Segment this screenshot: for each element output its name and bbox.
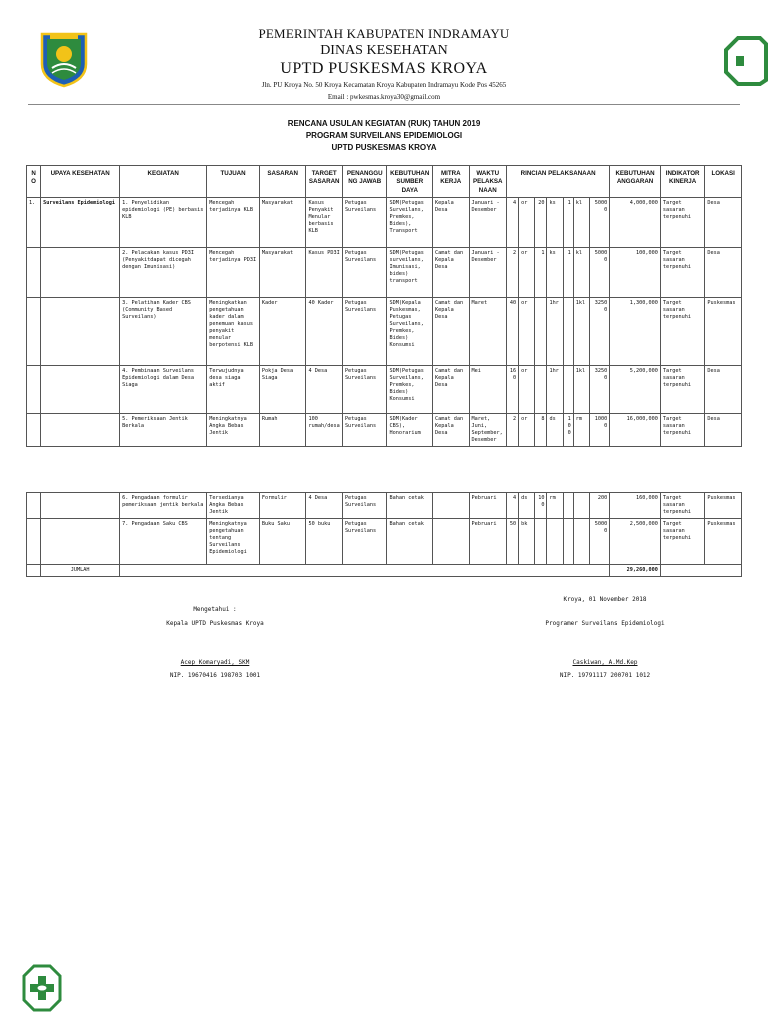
cell-rincian-volume3 bbox=[563, 366, 573, 414]
cell-upaya bbox=[41, 298, 120, 366]
cell-mitra bbox=[433, 493, 469, 519]
cell-total-empty2 bbox=[660, 565, 741, 577]
col-lokasi: LOKASI bbox=[705, 166, 742, 198]
cell-target: 40 Kader bbox=[306, 298, 342, 366]
cell-sumber-daya: SDM(Petugas surveilans, Imunisasi, bides) transport bbox=[387, 248, 433, 298]
cell-waktu: Pebruari bbox=[469, 493, 506, 519]
cell-rincian-unit2: 1hr bbox=[547, 298, 563, 366]
cell-total-spacer bbox=[27, 565, 41, 577]
table-row bbox=[27, 248, 742, 298]
cell-sasaran: Masyarakat bbox=[259, 248, 306, 298]
cell-rincian-volume2: 20 bbox=[535, 198, 547, 248]
cell-sumber-daya: SDM(Petugas Surveilans, Premkes, Bides) Konsumsi bbox=[387, 366, 433, 414]
cell-rincian-unit: or bbox=[519, 366, 535, 414]
col-no: NO bbox=[27, 166, 41, 198]
cell-mitra: Camat dan Kepala Desa bbox=[433, 414, 469, 447]
cell-upaya bbox=[41, 366, 120, 414]
cell-rincian-unit2: rm bbox=[547, 493, 563, 519]
cell-indikator: Target sasaran terpenuhi bbox=[660, 248, 705, 298]
cell-no bbox=[27, 298, 41, 366]
cell-rincian-volume2: 100 bbox=[535, 493, 547, 519]
cell-rincian-unit2: 1hr bbox=[547, 366, 563, 414]
cell-rincian-unit3: 1kl bbox=[573, 298, 589, 366]
cell-lokasi: Desa bbox=[705, 248, 742, 298]
cell-target: Kasus Penyakit Menular berbasis KLB bbox=[306, 198, 342, 248]
cell-sumber-daya: Bahan cetak bbox=[387, 519, 433, 565]
cell-rincian-unit2 bbox=[547, 519, 563, 565]
cell-total-label: JUMLAH bbox=[41, 565, 120, 577]
document-title: RENCANA USULAN KEGIATAN (RUK) TAHUN 2019 bbox=[287, 119, 481, 128]
table-row bbox=[27, 198, 742, 248]
cell-rincian-unit3: kl bbox=[573, 198, 589, 248]
cell-upaya bbox=[41, 414, 120, 447]
cell-anggaran: 4,000,000 bbox=[610, 198, 661, 248]
cell-upaya bbox=[41, 519, 120, 565]
cell-rincian-volume: 2 bbox=[506, 248, 518, 298]
cell-waktu: Januari - Desember bbox=[469, 248, 506, 298]
cell-indikator: Target sasaran terpenuhi bbox=[660, 366, 705, 414]
col-target: TARGET SASARAN bbox=[306, 166, 342, 198]
cell-sumber-daya: SDM(Kader CBS), Honorarium bbox=[387, 414, 433, 447]
table-row bbox=[27, 298, 742, 366]
cell-penanggung-jawab: Petugas Surveilans bbox=[342, 414, 387, 447]
col-indikator: INDIKATOR KINERJA bbox=[660, 166, 705, 198]
header-email: Email : pwkesmas.kroya30@gmail.com bbox=[327, 93, 441, 101]
signature-left-title2: Kepala UPTD Puskesmas Kroya bbox=[166, 620, 264, 627]
cell-total-value: 29,260,000 bbox=[610, 565, 661, 577]
puskesmas-logo bbox=[22, 964, 62, 1012]
cell-kegiatan: 4. Pembinaan Surveilans Epidemiologi dalam Desa Siaga bbox=[120, 366, 207, 414]
cell-rincian-harga: 50000 bbox=[589, 198, 609, 248]
total-row bbox=[27, 565, 742, 577]
cell-sasaran: Rumah bbox=[259, 414, 306, 447]
cell-tujuan: Meningkatnya Angka Bebas Jentik bbox=[207, 414, 260, 447]
col-tujuan: TUJUAN bbox=[207, 166, 260, 198]
cell-kegiatan: 3. Pelatihan Kader CBS (Community Based Surveilans) bbox=[120, 298, 207, 366]
cell-upaya bbox=[41, 493, 120, 519]
cell-tujuan: Meningkatnya pengetahuan tentang Surveilans Epidemiologi bbox=[207, 519, 260, 565]
cell-anggaran: 2,500,000 bbox=[610, 519, 661, 565]
cell-lokasi: Puskesmas bbox=[705, 519, 742, 565]
signature-left-name: Acep Komaryadi, SKM bbox=[180, 659, 250, 666]
cell-waktu: Januari - Desember bbox=[469, 198, 506, 248]
cell-indikator: Target sasaran terpenuhi bbox=[660, 198, 705, 248]
cell-rincian-harga: 50000 bbox=[589, 519, 609, 565]
cell-rincian-unit2: ds bbox=[547, 414, 563, 447]
cell-tujuan: Mencegah terjadinya PD3I bbox=[207, 248, 260, 298]
cell-target: 4 Desa bbox=[306, 493, 342, 519]
cell-lokasi: Puskesmas bbox=[705, 298, 742, 366]
header-address: Jln. PU Kroya No. 50 Kroya Kecamatan Kroya Kabupaten Indramayu Kode Pos 45265 bbox=[261, 81, 507, 89]
table-row bbox=[27, 366, 742, 414]
cell-waktu: Maret bbox=[469, 298, 506, 366]
cell-rincian-unit3: 1kl bbox=[573, 366, 589, 414]
cell-kegiatan: 6. Pengadaan formulir pemeriksaan jentik berkala bbox=[120, 493, 207, 519]
cell-tujuan: Tersedianya Angka Bebas Jentik bbox=[207, 493, 260, 519]
cell-no: 1. bbox=[27, 198, 41, 248]
cell-anggaran: 5,200,000 bbox=[610, 366, 661, 414]
col-kebutuhan bbox=[387, 166, 433, 198]
signature-right-name: Caskiwan, A.Md.Kep bbox=[572, 659, 638, 666]
cell-rincian-harga: 10000 bbox=[589, 414, 609, 447]
col-kebutuhan-label: KEBUTUHAN bbox=[390, 170, 430, 177]
cell-kegiatan: 7. Pengadaan Saku CBS bbox=[120, 519, 207, 565]
cell-no bbox=[27, 493, 41, 519]
cell-sumber-daya: Bahan cetak bbox=[387, 493, 433, 519]
cell-mitra: Camat dan Kepala Desa bbox=[433, 298, 469, 366]
cell-waktu: Mei bbox=[469, 366, 506, 414]
header-divider bbox=[28, 104, 740, 105]
col-waktu: WAKTU PELAKSA NAAN bbox=[469, 166, 506, 198]
cell-sasaran: Masyarakat bbox=[259, 198, 306, 248]
cell-rincian-unit: bk bbox=[519, 519, 535, 565]
table-row bbox=[27, 493, 742, 519]
col-mitra: MITRA KERJA bbox=[433, 166, 469, 198]
cell-sasaran: Kader bbox=[259, 298, 306, 366]
cell-rincian-volume3: 100 bbox=[563, 414, 573, 447]
cell-mitra bbox=[433, 519, 469, 565]
cell-tujuan: Meningkatkan pengetahuan kader dalam penemuan kasus penyakit menular berpotensi KLB bbox=[207, 298, 260, 366]
cell-upaya: Surveilans Epidemiologi bbox=[41, 198, 120, 248]
cell-indikator: Target sasaran terpenuhi bbox=[660, 493, 705, 519]
cell-rincian-volume3 bbox=[563, 519, 573, 565]
cell-rincian-harga: 50000 bbox=[589, 248, 609, 298]
cell-rincian-volume2: 1 bbox=[535, 248, 547, 298]
cell-upaya bbox=[41, 248, 120, 298]
cell-rincian-harga: 32500 bbox=[589, 298, 609, 366]
cell-anggaran: 16,000,000 bbox=[610, 414, 661, 447]
cell-penanggung-jawab: Petugas Surveilans bbox=[342, 298, 387, 366]
cell-mitra: Camat dan Kepala Desa bbox=[433, 366, 469, 414]
cell-target: Kasus PD3I bbox=[306, 248, 342, 298]
cell-kegiatan: 1. Penyelidikan epidemiologi (PE) berbasis KLB bbox=[120, 198, 207, 248]
cell-rincian-volume2: 8 bbox=[535, 414, 547, 447]
header-government: PEMERINTAH KABUPATEN INDRAMAYU bbox=[258, 26, 510, 41]
cell-rincian-volume3: 1 bbox=[563, 248, 573, 298]
cell-rincian-unit3 bbox=[573, 519, 589, 565]
cell-rincian-unit: or bbox=[519, 248, 535, 298]
cell-mitra: Kepala Desa bbox=[433, 198, 469, 248]
program-title: PROGRAM SURVEILANS EPIDEMIOLOGI bbox=[305, 131, 463, 140]
cell-anggaran: 160,000 bbox=[610, 493, 661, 519]
ruk-table-continued bbox=[26, 492, 742, 577]
ruk-table bbox=[26, 165, 742, 447]
cell-penanggung-jawab: Petugas Surveilans bbox=[342, 248, 387, 298]
header-institution: UPTD PUSKESMAS KROYA bbox=[280, 60, 488, 77]
signature-right-nip: NIP. 19791117 200701 1012 bbox=[559, 672, 651, 679]
cell-lokasi: Desa bbox=[705, 366, 742, 414]
cell-penanggung-jawab: Petugas Surveilans bbox=[342, 366, 387, 414]
cell-rincian-unit: ds bbox=[519, 493, 535, 519]
col-sasaran: SASARAN bbox=[259, 166, 306, 198]
cell-target: 100 rumah/desa bbox=[306, 414, 342, 447]
cell-rincian-harga: 200 bbox=[589, 493, 609, 519]
cell-rincian-unit: or bbox=[519, 414, 535, 447]
cell-rincian-volume: 2 bbox=[506, 414, 518, 447]
cell-no bbox=[27, 414, 41, 447]
col-kebutuhan-sub: SUMBER DAYA bbox=[396, 178, 424, 194]
cell-rincian-unit3: rm bbox=[573, 414, 589, 447]
cell-rincian-volume: 50 bbox=[506, 519, 518, 565]
table-row bbox=[27, 414, 742, 447]
cell-anggaran: 1,300,000 bbox=[610, 298, 661, 366]
col-kegiatan: KEGIATAN bbox=[120, 166, 207, 198]
cell-sumber-daya: SDM(Kepala Puskesmas, Petugas Surveilans, Premkes, Bides) Konsumsi bbox=[387, 298, 433, 366]
cell-rincian-unit2: ks bbox=[547, 198, 563, 248]
cell-penanggung-jawab: Petugas Surveilans bbox=[342, 198, 387, 248]
col-upaya: UPAYA KESEHATAN bbox=[41, 166, 120, 198]
signature-left-nip: NIP. 19670416 198703 1001 bbox=[169, 672, 261, 679]
header-department: DINAS KESEHATAN bbox=[320, 43, 448, 58]
cell-no bbox=[27, 519, 41, 565]
cell-sasaran: Pokja Desa Siaga bbox=[259, 366, 306, 414]
cell-no bbox=[27, 366, 41, 414]
puskesmas-title: UPTD PUSKESMAS KROYA bbox=[331, 143, 437, 152]
cell-tujuan: Terwujudnya desa siaga aktif bbox=[207, 366, 260, 414]
cell-rincian-volume: 4 bbox=[506, 493, 518, 519]
cell-rincian-harga: 32500 bbox=[589, 366, 609, 414]
cell-rincian-volume3: 1 bbox=[563, 198, 573, 248]
cell-rincian-volume2 bbox=[535, 519, 547, 565]
cell-anggaran: 100,000 bbox=[610, 248, 661, 298]
cell-kegiatan: 2. Pelacakan kasus PD3I (Penyakitdapat dicegah dengan Imunisasi) bbox=[120, 248, 207, 298]
cell-waktu: Pebruari bbox=[469, 519, 506, 565]
signature-place-date: Kroya, 01 November 2018 bbox=[563, 596, 647, 603]
cell-rincian-unit2: ks bbox=[547, 248, 563, 298]
cell-sumber-daya: SDM(Petugas Surveilans, Premkes, Bides), Transport bbox=[387, 198, 433, 248]
table-header-row bbox=[27, 166, 742, 198]
cell-target: 50 buku bbox=[306, 519, 342, 565]
cell-sasaran: Buku Saku bbox=[259, 519, 306, 565]
cell-rincian-unit: or bbox=[519, 198, 535, 248]
cell-indikator: Target sasaran terpenuhi bbox=[660, 519, 705, 565]
cell-no bbox=[27, 248, 41, 298]
cell-tujuan: Mencegah terjadinya KLB bbox=[207, 198, 260, 248]
cell-rincian-volume3 bbox=[563, 493, 573, 519]
cell-rincian-unit: or bbox=[519, 298, 535, 366]
cell-rincian-volume2 bbox=[535, 366, 547, 414]
cell-mitra: Camat dan Kepala Desa bbox=[433, 248, 469, 298]
cell-rincian-unit3 bbox=[573, 493, 589, 519]
cell-indikator: Target sasaran terpenuhi bbox=[660, 414, 705, 447]
cell-rincian-volume: 4 bbox=[506, 198, 518, 248]
cell-penanggung-jawab: Petugas Surveilans bbox=[342, 493, 387, 519]
col-penanggung-jawab: PENANGGU NG JAWAB bbox=[342, 166, 387, 198]
col-anggaran: KEBUTUHAN ANGGARAN bbox=[610, 166, 661, 198]
cell-target: 4 Desa bbox=[306, 366, 342, 414]
cell-rincian-volume3 bbox=[563, 298, 573, 366]
cell-rincian-unit3: kl bbox=[573, 248, 589, 298]
cell-sasaran: Formulir bbox=[259, 493, 306, 519]
cell-indikator: Target sasaran terpenuhi bbox=[660, 298, 705, 366]
cell-kegiatan: 5. Pemeriksaan Jentik Berkala bbox=[120, 414, 207, 447]
cell-rincian-volume: 40 bbox=[506, 298, 518, 366]
col-rincian: RINCIAN PELAKSANAAN bbox=[506, 166, 609, 198]
cell-total-empty bbox=[120, 565, 610, 577]
cell-waktu: Maret, Juni, September, Desember bbox=[469, 414, 506, 447]
cell-rincian-volume2 bbox=[535, 298, 547, 366]
cell-rincian-volume: 160 bbox=[506, 366, 518, 414]
cell-lokasi: Puskesmas bbox=[705, 493, 742, 519]
signature-right-title: Programer Surveilans Epidemiologi bbox=[545, 620, 665, 627]
cell-penanggung-jawab: Petugas Surveilans bbox=[342, 519, 387, 565]
cell-lokasi: Desa bbox=[705, 414, 742, 447]
cell-lokasi: Desa bbox=[705, 198, 742, 248]
table-row bbox=[27, 519, 742, 565]
signature-left-title1: Mengetahui : bbox=[193, 606, 237, 613]
